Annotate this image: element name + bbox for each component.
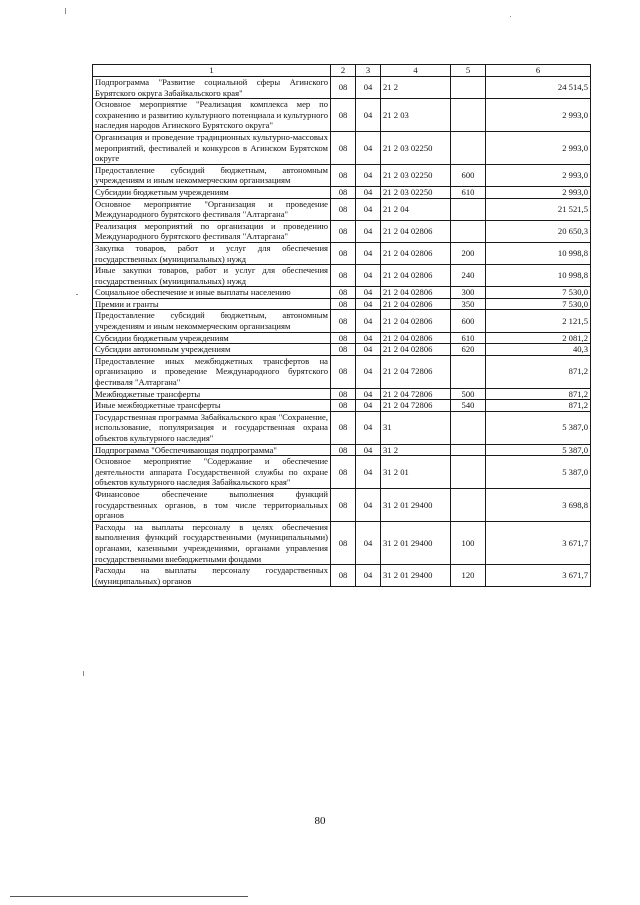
cell-target-article: 21 2 04 72806 <box>381 388 451 400</box>
cell-subsection: 04 <box>356 400 381 412</box>
cell-subsection: 04 <box>356 456 381 489</box>
cell-amount: 10 998,8 <box>486 265 591 287</box>
cell-subsection: 04 <box>356 77 381 99</box>
cell-subsection: 04 <box>356 565 381 587</box>
page-number: 80 <box>314 815 326 827</box>
cell-subsection: 04 <box>356 287 381 299</box>
cell-name: Межбюджетные трансферты <box>93 388 331 400</box>
table-header-row <box>93 65 591 77</box>
table-row <box>93 344 591 356</box>
table-row <box>93 186 591 198</box>
cell-amount: 7 530,0 <box>486 287 591 299</box>
cell-section: 08 <box>331 131 356 164</box>
cell-expense-type: 300 <box>451 287 486 299</box>
cell-subsection: 04 <box>356 220 381 242</box>
cell-target-article: 21 2 03 <box>381 99 451 132</box>
cell-subsection: 04 <box>356 444 381 456</box>
cell-section: 08 <box>331 242 356 264</box>
cell-expense-type: 120 <box>451 565 486 587</box>
cell-target-article: 31 2 01 <box>381 456 451 489</box>
table-row <box>93 565 591 587</box>
cell-name: Премии и гранты <box>93 298 331 310</box>
cell-subsection: 04 <box>356 344 381 356</box>
cell-subsection: 04 <box>356 332 381 344</box>
header-col-6: 6 <box>486 65 591 77</box>
cell-subsection: 04 <box>356 164 381 186</box>
cell-amount: 871,2 <box>486 355 591 388</box>
budget-table <box>92 64 591 587</box>
cell-expense-type: 500 <box>451 388 486 400</box>
cell-amount: 871,2 <box>486 388 591 400</box>
cell-subsection: 04 <box>356 521 381 564</box>
cell-expense-type <box>451 131 486 164</box>
cell-expense-type <box>451 488 486 521</box>
cell-name: Иные закупки товаров, работ и услуг для обеспечения государственных (муниципальных) нужд <box>93 265 331 287</box>
cell-expense-type <box>451 444 486 456</box>
cell-target-article: 21 2 03 02250 <box>381 131 451 164</box>
cell-amount: 21 521,5 <box>486 198 591 220</box>
cell-section: 08 <box>331 521 356 564</box>
cell-target-article: 21 2 04 02806 <box>381 265 451 287</box>
cell-target-article: 21 2 04 72806 <box>381 400 451 412</box>
cell-amount: 2 993,0 <box>486 186 591 198</box>
cell-amount: 20 650,3 <box>486 220 591 242</box>
cell-subsection: 04 <box>356 198 381 220</box>
cell-subsection: 04 <box>356 411 381 444</box>
cell-target-article: 21 2 03 02250 <box>381 186 451 198</box>
cell-section: 08 <box>331 400 356 412</box>
cell-expense-type: 610 <box>451 186 486 198</box>
footnote-line <box>10 896 248 897</box>
table-row <box>93 242 591 264</box>
table-row <box>93 131 591 164</box>
cell-section: 08 <box>331 332 356 344</box>
cell-expense-type <box>451 99 486 132</box>
cell-section: 08 <box>331 287 356 299</box>
cell-expense-type: 600 <box>451 310 486 332</box>
cell-name: Государственная программа Забайкальского края "Сохранение, использование, популяризация и государственная охрана объектов культурного наследия" <box>93 411 331 444</box>
cell-amount: 5 387,0 <box>486 411 591 444</box>
cell-amount: 2 993,0 <box>486 99 591 132</box>
cell-amount: 24 514,5 <box>486 77 591 99</box>
cell-section: 08 <box>331 220 356 242</box>
cell-section: 08 <box>331 344 356 356</box>
cell-section: 08 <box>331 488 356 521</box>
cell-target-article: 21 2 04 02806 <box>381 344 451 356</box>
cell-target-article: 31 2 01 29400 <box>381 521 451 564</box>
cell-section: 08 <box>331 565 356 587</box>
cell-name: Расходы на выплаты персоналу в целях обеспечения выполнения функций государственными (муниципальными) органами, казенными учреждениями, органами управления государственными внебюджетными фондами <box>93 521 331 564</box>
cell-expense-type: 350 <box>451 298 486 310</box>
cell-target-article: 21 2 03 02250 <box>381 164 451 186</box>
cell-expense-type: 620 <box>451 344 486 356</box>
table-row <box>93 400 591 412</box>
cell-target-article: 21 2 04 <box>381 198 451 220</box>
cell-section: 08 <box>331 444 356 456</box>
table-row <box>93 444 591 456</box>
cell-amount: 3 698,8 <box>486 488 591 521</box>
cell-section: 08 <box>331 99 356 132</box>
cell-target-article: 21 2 04 02806 <box>381 242 451 264</box>
header-col-1: 1 <box>93 65 331 77</box>
cell-name: Субсидии бюджетным учреждениям <box>93 186 331 198</box>
cell-subsection: 04 <box>356 99 381 132</box>
cell-target-article: 21 2 04 02806 <box>381 332 451 344</box>
cell-amount: 7 530,0 <box>486 298 591 310</box>
table-body <box>93 77 591 587</box>
cell-name: Основное мероприятие "Реализация комплекса мер по сохранению и развитию культурного потенциала и культурного наследия народов Агинского Бурятского округа" <box>93 99 331 132</box>
cell-amount: 2 993,0 <box>486 164 591 186</box>
cell-expense-type <box>451 198 486 220</box>
table-row <box>93 388 591 400</box>
table-row <box>93 488 591 521</box>
cell-subsection: 04 <box>356 388 381 400</box>
cell-subsection: 04 <box>356 186 381 198</box>
table-row <box>93 332 591 344</box>
table-row <box>93 355 591 388</box>
cell-name: Субсидии автономным учреждениям <box>93 344 331 356</box>
cell-name: Предоставление иных межбюджетных трансфертов на организацию и проведение Международного бурятского фестиваля "Алтаргана" <box>93 355 331 388</box>
cell-expense-type: 610 <box>451 332 486 344</box>
cell-section: 08 <box>331 388 356 400</box>
table-row <box>93 220 591 242</box>
cell-section: 08 <box>331 164 356 186</box>
cell-amount: 3 671,7 <box>486 565 591 587</box>
cell-amount: 5 387,0 <box>486 456 591 489</box>
scan-speck <box>510 16 511 17</box>
table-row <box>93 198 591 220</box>
cell-amount: 5 387,0 <box>486 444 591 456</box>
cell-target-article: 31 2 01 29400 <box>381 488 451 521</box>
header-col-4: 4 <box>381 65 451 77</box>
table-row <box>93 164 591 186</box>
cell-section: 08 <box>331 310 356 332</box>
cell-expense-type: 540 <box>451 400 486 412</box>
table-row <box>93 265 591 287</box>
table-row <box>93 521 591 564</box>
cell-expense-type <box>451 456 486 489</box>
cell-amount: 871,2 <box>486 400 591 412</box>
cell-target-article: 31 <box>381 411 451 444</box>
cell-target-article: 21 2 04 02806 <box>381 220 451 242</box>
cell-section: 08 <box>331 456 356 489</box>
cell-name: Расходы на выплаты персоналу государственных (муниципальных) органов <box>93 565 331 587</box>
cell-subsection: 04 <box>356 310 381 332</box>
cell-name: Организация и проведение традиционных культурно-массовых мероприятий, фестивалей и конкурсов в Агинском Бурятском округе <box>93 131 331 164</box>
cell-target-article: 21 2 04 02806 <box>381 298 451 310</box>
cell-name: Субсидии бюджетным учреждениям <box>93 332 331 344</box>
cell-subsection: 04 <box>356 131 381 164</box>
header-col-2: 2 <box>331 65 356 77</box>
cell-target-article: 31 2 01 29400 <box>381 565 451 587</box>
cell-section: 08 <box>331 411 356 444</box>
cell-target-article: 21 2 04 02806 <box>381 310 451 332</box>
cell-target-article: 21 2 04 02806 <box>381 287 451 299</box>
cell-expense-type: 100 <box>451 521 486 564</box>
cell-section: 08 <box>331 198 356 220</box>
cell-section: 08 <box>331 355 356 388</box>
cell-target-article: 21 2 04 72806 <box>381 355 451 388</box>
table-row <box>93 310 591 332</box>
cell-expense-type: 200 <box>451 242 486 264</box>
cell-section: 08 <box>331 298 356 310</box>
cell-name: Иные межбюджетные трансферты <box>93 400 331 412</box>
cell-amount: 40,3 <box>486 344 591 356</box>
cell-target-article: 31 2 <box>381 444 451 456</box>
cell-subsection: 04 <box>356 355 381 388</box>
cell-expense-type <box>451 355 486 388</box>
cell-amount: 2 993,0 <box>486 131 591 164</box>
header-col-3: 3 <box>356 65 381 77</box>
header-col-5: 5 <box>451 65 486 77</box>
table-row <box>93 77 591 99</box>
cell-expense-type <box>451 77 486 99</box>
cell-expense-type <box>451 220 486 242</box>
cell-name: Основное мероприятие "Организация и проведение Международного бурятского фестиваля "Алтаргана" <box>93 198 331 220</box>
table-row <box>93 287 591 299</box>
cell-expense-type <box>451 411 486 444</box>
cell-subsection: 04 <box>356 298 381 310</box>
scan-speck <box>76 294 78 295</box>
scan-speck <box>83 671 84 676</box>
cell-name: Подпрограмма "Развитие социальной сферы Агинского Бурятского округа Забайкальского края" <box>93 77 331 99</box>
table-row <box>93 298 591 310</box>
cell-section: 08 <box>331 186 356 198</box>
scan-speck <box>65 8 66 14</box>
cell-subsection: 04 <box>356 265 381 287</box>
cell-section: 08 <box>331 77 356 99</box>
cell-amount: 2 081,2 <box>486 332 591 344</box>
cell-amount: 10 998,8 <box>486 242 591 264</box>
cell-name: Реализация мероприятий по организации и проведению Международного бурятского фестиваля "Алтаргана" <box>93 220 331 242</box>
cell-section: 08 <box>331 265 356 287</box>
cell-name: Основное мероприятие "Содержание и обеспечение деятельности аппарата Государственной службы по охране объектов культурного наследия Забайкальского края" <box>93 456 331 489</box>
cell-name: Подпрограмма "Обеспечивающая подпрограмма" <box>93 444 331 456</box>
table-row <box>93 99 591 132</box>
table-row <box>93 456 591 489</box>
cell-name: Социальное обеспечение и иные выплаты населению <box>93 287 331 299</box>
cell-expense-type: 600 <box>451 164 486 186</box>
table-row <box>93 411 591 444</box>
cell-expense-type: 240 <box>451 265 486 287</box>
cell-name: Предоставление субсидий бюджетным, автономным учреждениям и иным некоммерческим организациям <box>93 310 331 332</box>
cell-amount: 2 121,5 <box>486 310 591 332</box>
cell-amount: 3 671,7 <box>486 521 591 564</box>
cell-name: Закупка товаров, работ и услуг для обеспечения государственных (муниципальных) нужд <box>93 242 331 264</box>
cell-subsection: 04 <box>356 242 381 264</box>
cell-target-article: 21 2 <box>381 77 451 99</box>
cell-subsection: 04 <box>356 488 381 521</box>
cell-name: Финансовое обеспечение выполнения функций государственных органов, в том числе территориальных органов <box>93 488 331 521</box>
cell-name: Предоставление субсидий бюджетным, автономным учреждениям и иным некоммерческим организациям <box>93 164 331 186</box>
